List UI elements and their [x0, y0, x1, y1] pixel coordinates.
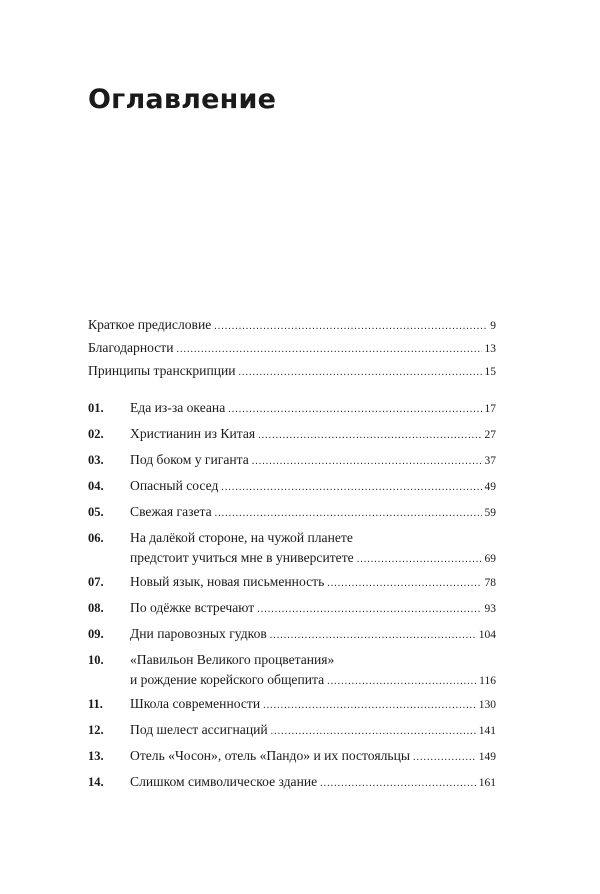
entry-title-line1: «Павильон Великого процветания»	[130, 652, 335, 667]
chapter-number: 02.	[88, 427, 104, 441]
page-number: 17	[484, 403, 496, 415]
entry-title: Опасный сосед	[130, 478, 219, 493]
entry-title: Христианин из Китая	[130, 426, 256, 441]
chapter-number: 04.	[88, 479, 104, 493]
dot-leader	[214, 316, 487, 336]
dot-leader	[228, 399, 481, 419]
entry-title: Еда из-за океана	[130, 400, 226, 415]
page-number: 104	[478, 629, 496, 641]
dot-leader	[177, 339, 482, 359]
page-number: 9	[490, 320, 496, 332]
page-number: 69	[484, 553, 496, 565]
page-number: 13	[484, 343, 496, 355]
dot-leader	[239, 362, 482, 382]
dot-leader	[327, 671, 476, 691]
entry-title: Принципы транскрипции	[88, 363, 236, 378]
chapter-number: 06.	[88, 531, 104, 545]
entry-title: Благодарности	[88, 340, 174, 355]
dot-leader	[221, 477, 481, 497]
page-number: 141	[478, 725, 496, 737]
entry-title: Новый язык, новая письменность	[130, 574, 325, 589]
dot-leader	[215, 503, 482, 523]
chapter-number: 07.	[88, 575, 104, 589]
entry-title: Школа современности	[130, 696, 261, 711]
entry-title: Дни паровозных гудков	[130, 626, 267, 641]
chapter-number: 09.	[88, 627, 104, 641]
entry-title-line1: На далёкой стороне, на чужой планете	[130, 530, 353, 545]
dot-leader	[270, 625, 476, 645]
dot-leader	[271, 721, 476, 741]
chapter-number: 14.	[88, 775, 104, 789]
entry-title: и рождение корейского общепита	[130, 672, 325, 687]
dot-leader	[327, 573, 481, 593]
entry-title: Отель «Чосон», отель «Пандо» и их постояльцы	[130, 748, 410, 763]
chapter-number: 03.	[88, 453, 104, 467]
dot-leader	[263, 695, 476, 715]
dot-leader	[257, 599, 481, 619]
entry-title: Под шелест ассигнаций	[130, 722, 268, 737]
chapter-number: 13.	[88, 749, 104, 763]
entry-title: Краткое предисловие	[88, 317, 212, 332]
chapter-number: 08.	[88, 601, 104, 615]
chapter-number: 05.	[88, 505, 104, 519]
entry-title: предстоит учиться мне в университете	[130, 550, 354, 565]
chapter-number: 12.	[88, 723, 104, 737]
dot-leader	[258, 425, 481, 445]
page-number: 37	[484, 455, 496, 467]
dot-leader	[320, 773, 476, 793]
page-title: Оглавление	[88, 84, 277, 115]
page-number: 49	[484, 481, 496, 493]
page-number: 130	[478, 699, 496, 711]
entry-title: Свежая газета	[130, 504, 212, 519]
page-number: 59	[484, 507, 496, 519]
dot-leader	[252, 451, 482, 471]
entry-title: По одёжке встречают	[130, 600, 255, 615]
chapter-number: 11.	[88, 697, 103, 711]
dot-leader	[357, 549, 482, 569]
page-number: 116	[479, 675, 496, 687]
chapter-number: 01.	[88, 401, 104, 415]
dot-leader	[413, 747, 476, 767]
entry-title: Под боком у гиганта	[130, 452, 249, 467]
page-number: 78	[484, 577, 496, 589]
page-number: 15	[484, 366, 496, 378]
page-number: 27	[484, 429, 496, 441]
entry-title: Слишком символическое здание	[130, 774, 318, 789]
page-number: 149	[478, 751, 496, 763]
page-number: 93	[484, 603, 496, 615]
page-number: 161	[478, 777, 496, 789]
chapter-number: 10.	[88, 653, 104, 667]
